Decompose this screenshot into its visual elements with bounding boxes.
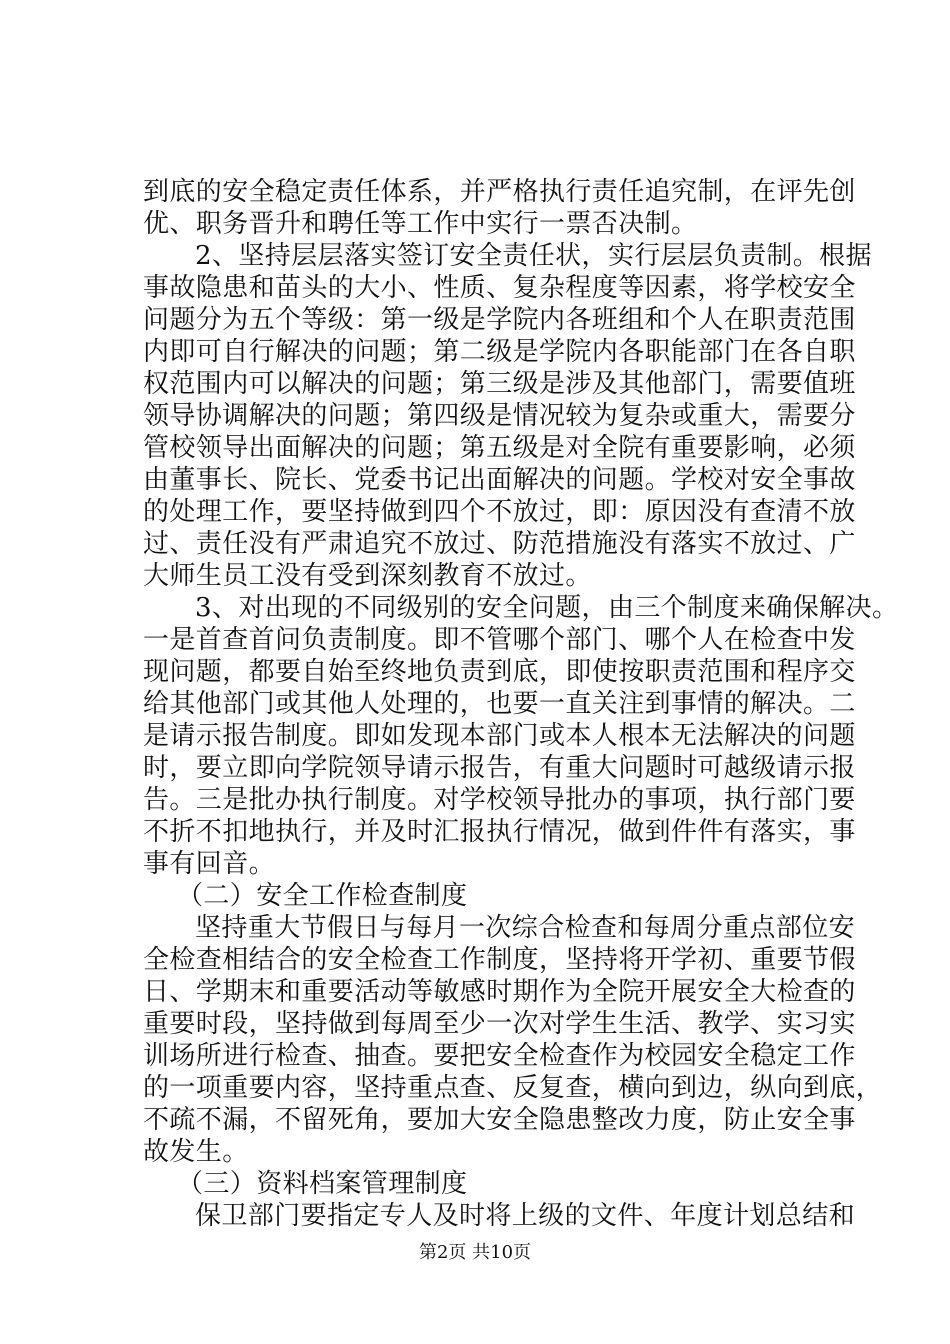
text-line: 告。三是批办执行制度。对学校领导批办的事项，执行部门要 bbox=[143, 785, 856, 815]
paragraph-start: 2、坚持层层落实签订安全责任状，实行层层负责制。根据 bbox=[195, 241, 872, 271]
text-line: 一是首查首问负责制度。即不管哪个部门、哪个人在检查中发 bbox=[143, 625, 856, 655]
text-line: 重要时段，坚持做到每周至少一次对学生生活、教学、实习实 bbox=[143, 1009, 856, 1039]
text-line: 不疏不漏，不留死角，要加大安全隐患整改力度，防止安全事 bbox=[143, 1105, 856, 1135]
text-line: 大师生员工没有受到深刻教育不放过。 bbox=[143, 561, 592, 591]
text-line: 由董事长、院长、党委书记出面解决的问题。学校对安全事故 bbox=[143, 465, 856, 495]
text-line: 不折不扣地执行，并及时汇报执行情况，做到件件有落实，事 bbox=[143, 817, 856, 847]
text-line: 事有回音。 bbox=[143, 849, 276, 879]
text-line: 是请示报告制度。即如发现本部门或本人根本无法解决的问题 bbox=[143, 721, 856, 751]
text-line: 日、学期末和重要活动等敏感时期作为全院开展安全大检查的 bbox=[143, 977, 856, 1007]
section-heading: （三）资料档案管理制度 bbox=[177, 1169, 468, 1199]
text-line: 给其他部门或其他人处理的，也要一直关注到事情的解决。二 bbox=[143, 689, 856, 719]
text-line: 训场所进行检查、抽查。要把安全检查作为校园安全稳定工作 bbox=[143, 1041, 856, 1071]
text-line: 故发生。 bbox=[143, 1137, 249, 1167]
text-line: 领导协调解决的问题；第四级是情况较为复杂或重大，需要分 bbox=[143, 401, 856, 431]
text-line: 内即可自行解决的问题；第二级是学院内各职能部门在各自职 bbox=[143, 337, 856, 367]
text-line: 时，要立即向学院领导请示报告，有重大问题时可越级请示报 bbox=[143, 753, 856, 783]
paragraph-start: 保卫部门要指定专人及时将上级的文件、年度计划总结和 bbox=[195, 1201, 856, 1231]
document-body bbox=[143, 176, 899, 1232]
text-line: 的一项重要内容，坚持重点查、反复查，横向到边，纵向到底， bbox=[143, 1073, 883, 1103]
text-line: 权范围内可以解决的问题；第三级是涉及其他部门，需要值班 bbox=[143, 369, 856, 399]
text-line: 到底的安全稳定责任体系，并严格执行责任追究制，在评先创 bbox=[143, 177, 856, 207]
section-heading: （二）安全工作检查制度 bbox=[177, 881, 468, 911]
text-line: 过、责任没有严肃追究不放过、防范措施没有落实不放过、广 bbox=[143, 529, 856, 559]
text-line: 全检查相结合的安全检查工作制度，坚持将开学初、重要节假 bbox=[143, 945, 856, 975]
text-line: 优、职务晋升和聘任等工作中实行一票否决制。 bbox=[143, 209, 698, 239]
text-line: 的处理工作，要坚持做到四个不放过，即：原因没有查清不放 bbox=[143, 497, 856, 527]
text-line: 问题分为五个等级：第一级是学院内各班组和个人在职责范围 bbox=[143, 305, 856, 335]
paragraph-start: 3、对出现的不同级别的安全问题，由三个制度来确保解决。 bbox=[195, 593, 899, 623]
text-line: 事故隐患和苗头的大小、性质、复杂程度等因素，将学校安全 bbox=[143, 273, 856, 303]
text-line: 管校领导出面解决的问题；第五级是对全院有重要影响，必须 bbox=[143, 433, 856, 463]
text-line: 现问题，都要自始至终地负责到底，即使按职责范围和程序交 bbox=[143, 657, 856, 687]
paragraph-start: 坚持重大节假日与每月一次综合检查和每周分重点部位安 bbox=[195, 913, 856, 943]
page-number-footer: 第2页 共10页 bbox=[418, 1242, 532, 1263]
